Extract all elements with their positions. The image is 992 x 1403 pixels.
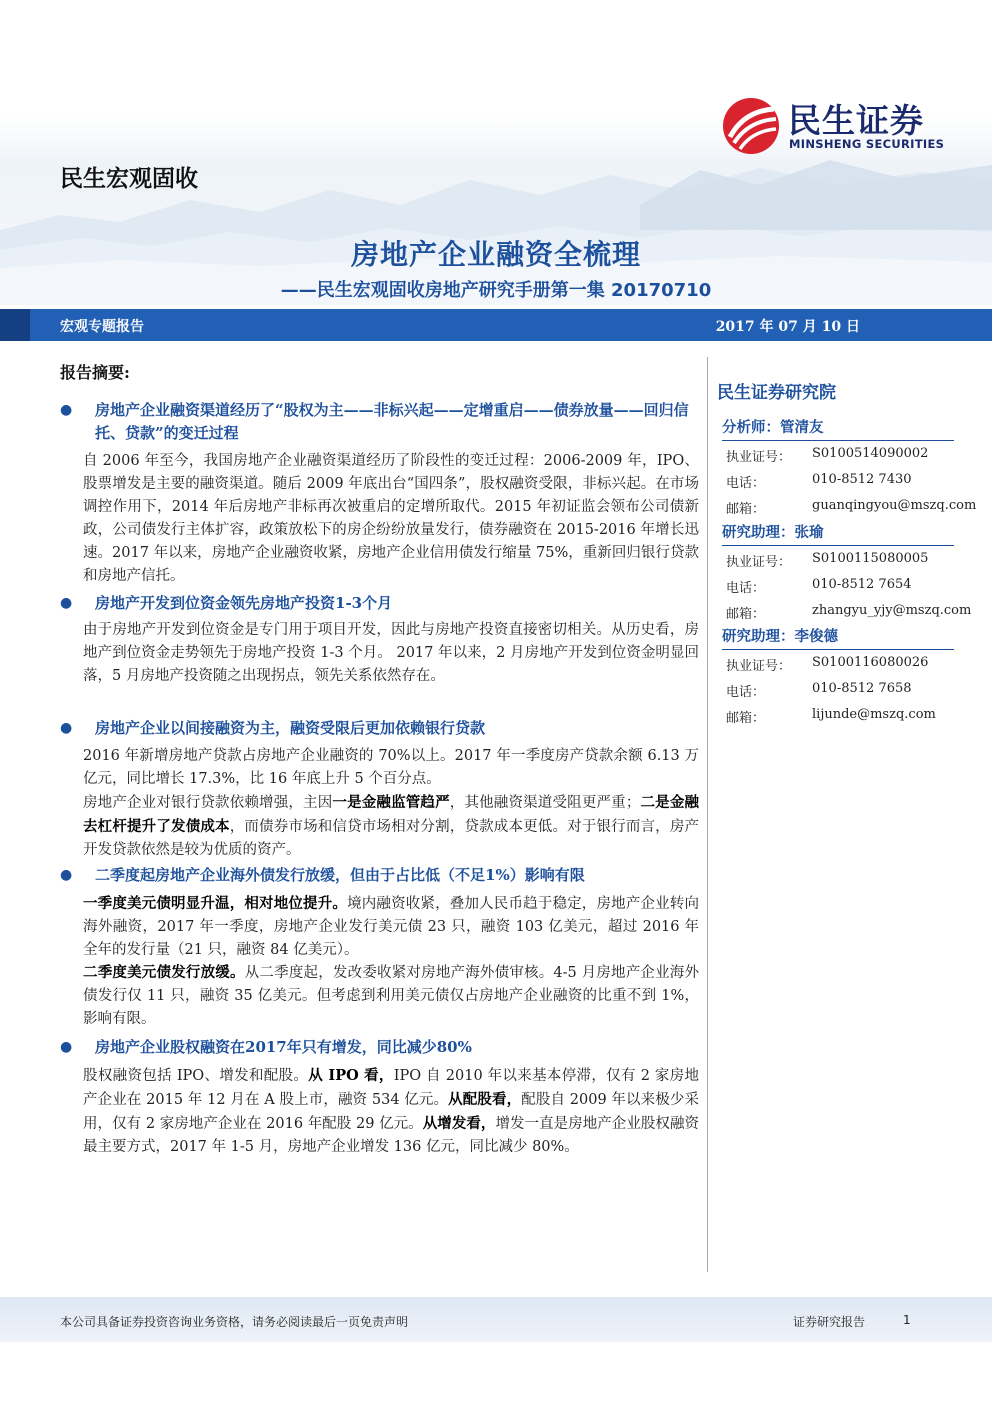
phone-value: 010-8512 7658	[812, 681, 912, 696]
email-label: 邮箱：	[726, 502, 766, 517]
section-4-paragraph-2	[83, 961, 699, 1031]
phone-label: 电话：	[726, 685, 766, 700]
company-logo	[722, 95, 952, 155]
analyst-2-role: 研究助理：张瑜	[722, 521, 954, 546]
text-run: ，其他融资渠道受阻更严重；	[449, 795, 641, 811]
emphasis-text: 一季度美元债明显升温，相对地位提升。	[83, 895, 348, 912]
analyst-1-role: 分析师：管清友	[722, 416, 954, 441]
text-run: 配股自 2009 年以来极少采用，仅有 2 家房地产企业在 2016 年配股 29 亿元。	[83, 1092, 699, 1132]
cert-value: S0100514090002	[812, 446, 929, 461]
footer-disclaimer: 本公司具备证券投资咨询业务资格，请务必阅读最后一页免责声明	[60, 1315, 409, 1329]
emphasis-text: 从配股看，	[448, 1091, 522, 1108]
text-run: 增发一直是房地产企业股权融资最主要方式，2017 年 1-5 月，房地产企业增发 136 亿元，同比减少 80%。	[83, 1116, 700, 1155]
emphasis-text: 二季度美元债发行放缓。	[83, 964, 245, 981]
phone-value: 010-8512 7654	[812, 577, 912, 592]
text-run: 从二季度起，发改委收紧对房地产海外债审核。4-5 月房地产企业海外债发行仅 11 只，融资 35 亿美元。但考虑到利用美元债仅占房地产企业融资的比重不到 1%，影响有限。	[83, 965, 699, 1027]
section-3-paragraph-1: 2016 年新增房地产贷款占房地产企业融资的 70%以上。2017 年一季度房产贷款余额 6.13 万亿元，同比增长 17.3%，比 16 年底上升 5 个百分点。	[83, 748, 699, 787]
analyst-3-role: 研究助理：李俊德	[722, 625, 954, 650]
email-label: 邮箱：	[726, 711, 766, 726]
column-divider	[707, 357, 708, 1272]
phone-label: 电话：	[726, 476, 766, 491]
circle-bullet-icon: ●	[60, 720, 73, 736]
brand-name: 民生宏观固收	[60, 166, 198, 192]
text-run: 股权融资包括 IPO、增发和配股。	[83, 1068, 309, 1084]
text-run: 境内融资收紧，叠加人民币趋于稳定，房地产企业转向海外融资，2017 年一季度，房地产企业发行美元债 23 只，融资 103 亿美元，超过 2016 年全年的发行量（21 只，融资 84 亿美元）。	[83, 896, 700, 958]
page-number: 1	[903, 1313, 911, 1327]
section-3-paragraph-2	[83, 791, 699, 862]
cert-label: 执业证号：	[726, 659, 792, 674]
circle-bullet-icon: ●	[60, 867, 73, 883]
section-1-paragraph: 自 2006 年至今，我国房地产企业融资渠道经历了阶段性的变迁过程：2006-2009 年，IPO、股票增发是主要的融资渠道。随后 2009 年底出台“国四条”，股权融资受限，非标兴起。在市场调控作用下，2014 年后房地产非标再次被重启的定增所取代。2015 年初证监会领布公司债新政，公司债发行主体扩容，政策放松下的房企纷纷放量发行，债券融资在 2015-2016 年增长迅速。2017 年以来，房地产企业融资收紧，房地产企业信用债发行缩量 75%，重新回归银行贷款和房地产信托。	[83, 453, 699, 584]
email-link[interactable]: lijunde@mszq.com	[812, 707, 936, 722]
circle-bullet-icon: ●	[60, 595, 73, 611]
circle-bullet-icon: ●	[60, 402, 73, 418]
logo-chinese-name: 民生证券	[788, 101, 924, 140]
text-run: IPO 自 2010 年以来基本停滞，仅有 2 家房地产企业在 2015 年 12 月在 A 股上市，融资 534 亿元。	[83, 1068, 699, 1108]
section-5-heading-text: 房地产企业股权融资在2017年只有增发，同比减少80%	[95, 1038, 472, 1056]
emphasis-text: 从 IPO 看，	[308, 1067, 394, 1084]
section-5-paragraph	[83, 1064, 699, 1159]
circle-bullet-icon: ●	[60, 1039, 73, 1055]
summary-heading: 报告摘要:	[60, 363, 130, 382]
emphasis-text: 一是金融监管趋严	[332, 794, 450, 811]
section-4-paragraph-1	[83, 892, 699, 962]
section-1-heading-text: 房地产企业融资渠道经历了“股权为主——非标兴起——定增重启——债券放量——回归信托、贷款”的变迁过程	[95, 401, 689, 442]
email-link[interactable]: guanqingyou@mszq.com	[812, 498, 977, 513]
cert-label: 执业证号：	[726, 555, 792, 570]
email-label: 邮箱：	[726, 607, 766, 622]
text-run: 房地产企业对银行贷款依赖增强，主因	[83, 795, 333, 811]
report-title: 房地产企业融资全梳理	[350, 238, 641, 271]
section-3-heading-text: 房地产企业以间接融资为主，融资受限后更加依赖银行贷款	[95, 719, 486, 737]
phone-value: 010-8512 7430	[812, 472, 912, 487]
emphasis-text: 从增发看，	[422, 1115, 496, 1132]
report-type: 宏观专题报告	[60, 319, 144, 335]
minsheng-logo-icon	[722, 97, 780, 155]
cert-value: S0100116080026	[812, 655, 929, 670]
cert-value: S0100115080005	[812, 551, 929, 566]
section-2-heading-text: 房地产开发到位资金领先房地产投资1-3个月	[95, 594, 393, 612]
section-4-heading-text: 二季度起房地产企业海外债发行放缓，但由于占比低（不足1%）影响有限	[95, 866, 585, 884]
email-link[interactable]: zhangyu_yjy@mszq.com	[812, 603, 972, 618]
report-date: 2017 年 07 月 10 日	[715, 319, 860, 335]
phone-label: 电话：	[726, 581, 766, 596]
cert-label: 执业证号：	[726, 450, 792, 465]
footer-doc-type: 证券研究报告	[793, 1315, 866, 1329]
emphasis-text: 二是金融去杠杆提升了发债成本	[83, 794, 700, 835]
institute-name: 民生证券研究院	[717, 383, 836, 403]
text-run: ，而债券市场和信贷市场相对分割，贷款成本更低。对于银行而言，房产开发贷款依然是较为优质的资产。	[83, 819, 700, 858]
logo-english-name: MINSHENG SECURITIES	[789, 137, 945, 151]
report-subtitle: ——民生宏观固收房地产研究手册第一集 20170710	[280, 280, 712, 301]
section-2-paragraph: 由于房地产开发到位资金是专门用于项目开发，因此与房地产投资直接密切相关。从历史看，房地产到位资金走势领先于房地产投资 1-3 个月。 2017 年以来，2 月房地产开发到位资金明显回落，5 月房地产投资随之出现拐点，领先关系依然存在。	[83, 622, 699, 684]
header-bar-accent	[0, 309, 30, 341]
